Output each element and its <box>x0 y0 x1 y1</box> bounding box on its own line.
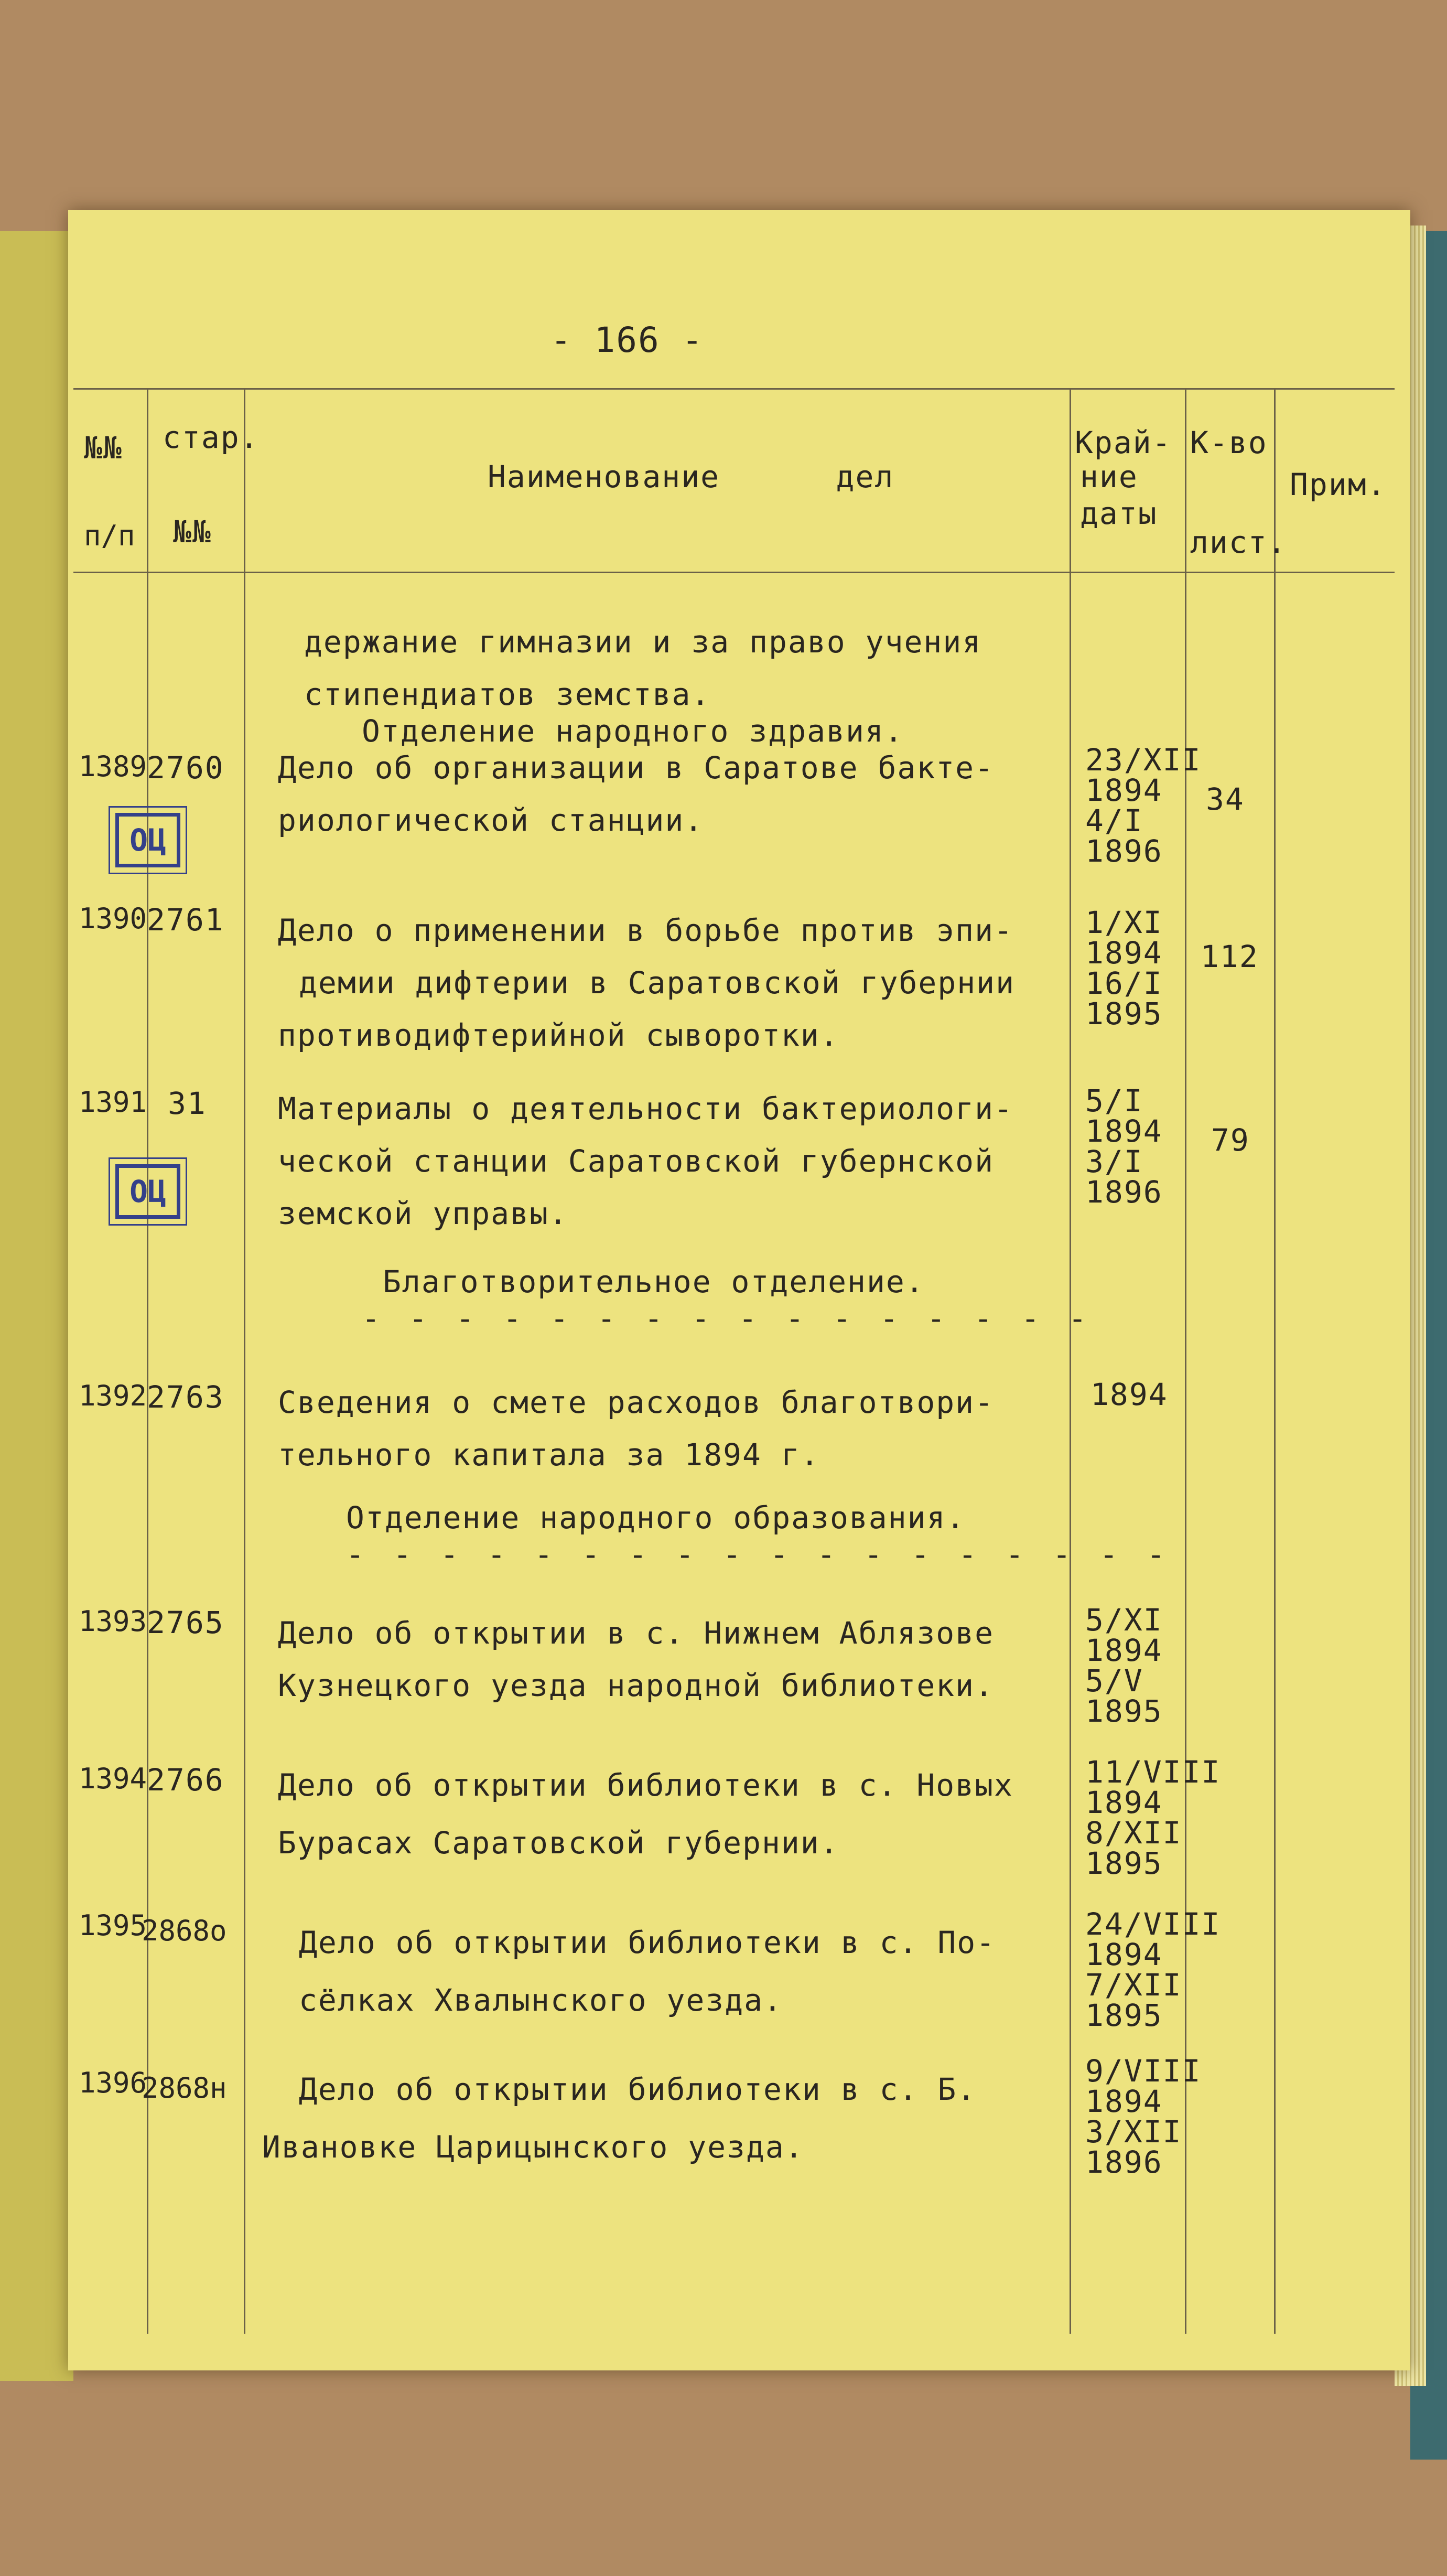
date-start: 11/VIII <box>1085 1754 1221 1790</box>
date-end: 5/V <box>1085 1663 1143 1699</box>
col-rule-1 <box>147 388 148 2334</box>
row-sheet-count: 79 <box>1211 1122 1250 1158</box>
row-title-line: Материалы о деятельности бактериологи- <box>278 1091 1013 1126</box>
date-end-year: 1896 <box>1085 833 1163 869</box>
continuation-line: стипендиатов земства. <box>304 677 711 712</box>
row-title-line: тельного капитала за 1894 г. <box>278 1437 820 1473</box>
header-dates-2: ние <box>1080 459 1138 495</box>
row-sheet-count: 112 <box>1201 939 1259 974</box>
date-end: 4/I <box>1085 803 1143 839</box>
row-old-no: 31 <box>168 1086 207 1121</box>
page-number: - 166 - <box>550 320 704 360</box>
row-title-line: Сведения о смете расходов благотвори- <box>278 1384 995 1420</box>
date-start: 24/VIII <box>1085 1906 1221 1942</box>
row-no: 1389 <box>79 750 147 783</box>
row-old-no: 2868о <box>142 1914 227 1947</box>
col-rule-4 <box>1185 388 1186 2334</box>
header-name: Наименование дел <box>488 459 894 495</box>
date-end-year: 1895 <box>1085 1845 1163 1881</box>
date-end-year: 1896 <box>1085 1174 1163 1210</box>
date-start-year: 1894 <box>1085 935 1163 971</box>
row-dates <box>1090 1379 1168 1410</box>
row-old-no: 2761 <box>147 902 224 938</box>
header-no: №№ <box>84 430 123 466</box>
archive-stamp: ОЦ <box>115 1164 180 1219</box>
date-start: 9/VIII <box>1085 2053 1202 2089</box>
date-end-year: 1896 <box>1085 2144 1163 2180</box>
row-sheet-count: 34 <box>1206 781 1245 817</box>
section-heading: Отделение народного здравия. <box>362 713 904 749</box>
row-title-line: Кузнецкого уезда народной библиотеки. <box>278 1668 995 1703</box>
row-title-line: Дело об открытии библиотеки в с. Новых <box>278 1767 1013 1803</box>
row-dates <box>1085 2053 1202 2180</box>
header-dates-3: даты <box>1080 496 1158 531</box>
document-page <box>68 210 1410 2370</box>
col-rule-5 <box>1274 388 1276 2334</box>
date-end-year: 1895 <box>1085 1998 1163 2033</box>
date-start-year: 1894 <box>1085 1113 1163 1149</box>
row-dates <box>1085 905 1163 1032</box>
date-start: 5/XI <box>1085 1602 1163 1638</box>
row-title-line: Бурасах Саратовской губернии. <box>278 1825 839 1861</box>
row-old-no: 2760 <box>147 750 224 786</box>
row-no: 1396 <box>79 2066 147 2099</box>
date-end: 3/I <box>1085 1144 1143 1179</box>
row-old-no: 2868н <box>142 2071 227 2105</box>
row-no: 1390 <box>79 902 147 935</box>
row-title-line: Дело об открытии библиотеки в с. По- <box>299 1925 996 1960</box>
date-start: 1/XI <box>1085 905 1163 940</box>
row-dates <box>1085 1083 1163 1210</box>
col-rule-3 <box>1070 388 1071 2334</box>
date-end: 3/XII <box>1085 2114 1182 2150</box>
date-end: 8/XII <box>1085 1815 1182 1851</box>
continuation-line: держание гимназии и за право учения <box>304 624 982 660</box>
row-title-line: Ивановке Царицынского уезда. <box>262 2129 804 2165</box>
row-title-line: демии дифтерии в Саратовской губернии <box>299 965 1016 1001</box>
row-no: 1391 <box>79 1086 147 1119</box>
row-dates <box>1085 1754 1221 1881</box>
row-dates <box>1085 1906 1221 2033</box>
header-top-rule <box>73 388 1395 390</box>
row-title-line: Дело о применении в борьбе против эпи- <box>278 913 1013 948</box>
row-dates <box>1085 742 1202 869</box>
date-end-year: 1895 <box>1085 1693 1163 1729</box>
date-single: 1894 <box>1090 1377 1168 1412</box>
row-title-line: противодифтерийной сыворотки. <box>278 1017 839 1053</box>
date-start-year: 1894 <box>1085 1633 1163 1668</box>
header-old-sub: №№ <box>173 514 212 550</box>
header-note: Прим. <box>1290 467 1387 502</box>
date-start-year: 1894 <box>1085 772 1163 808</box>
header-dates-1: Край- <box>1075 425 1172 460</box>
section-heading: Благотворительное отделение. <box>383 1264 925 1300</box>
header-old: стар. <box>163 420 260 455</box>
header-bottom-rule <box>73 572 1395 573</box>
row-old-no: 2766 <box>147 1762 224 1798</box>
date-start-year: 1894 <box>1085 1937 1163 1972</box>
left-page-edge <box>0 231 73 2381</box>
row-title-line: земской управы. <box>278 1196 568 1231</box>
date-start-year: 1894 <box>1085 2084 1163 2119</box>
row-title-line: риологической станции. <box>278 802 704 838</box>
row-no: 1394 <box>79 1762 147 1795</box>
row-old-no: 2763 <box>147 1379 224 1415</box>
row-title-line: ческой станции Саратовской губернской <box>278 1143 995 1179</box>
archive-stamp: ОЦ <box>115 813 180 867</box>
section-underline: - - - - - - - - - - - - - - - - <box>362 1301 1092 1336</box>
date-start-year: 1894 <box>1085 1785 1163 1820</box>
section-heading: Отделение народного образования. <box>346 1500 966 1536</box>
header-count-1: К-во <box>1190 425 1268 460</box>
row-title-line: Дело об организации в Саратове бакте- <box>278 750 995 786</box>
row-title-line: Дело об открытии библиотеки в с. Б. <box>299 2071 977 2107</box>
date-end: 7/XII <box>1085 1967 1182 2003</box>
row-dates <box>1085 1602 1163 1729</box>
col-rule-2 <box>244 388 245 2334</box>
header-count-2: лист. <box>1190 524 1287 560</box>
date-start: 5/I <box>1085 1083 1143 1119</box>
row-title-line: сёлках Хвалынского уезда. <box>299 1982 783 2018</box>
row-title-line: Дело об открытии в с. Нижнем Аблязове <box>278 1615 995 1651</box>
row-no: 1392 <box>79 1379 147 1412</box>
row-old-no: 2765 <box>147 1605 224 1640</box>
header-no-sub: п/п <box>84 519 135 552</box>
date-start: 23/XII <box>1085 742 1202 778</box>
row-no: 1395 <box>79 1909 147 1942</box>
date-end-year: 1895 <box>1085 996 1163 1032</box>
row-no: 1393 <box>79 1605 147 1638</box>
date-end: 16/I <box>1085 965 1163 1001</box>
section-underline: - - - - - - - - - - - - - - - - - - <box>346 1537 1171 1572</box>
